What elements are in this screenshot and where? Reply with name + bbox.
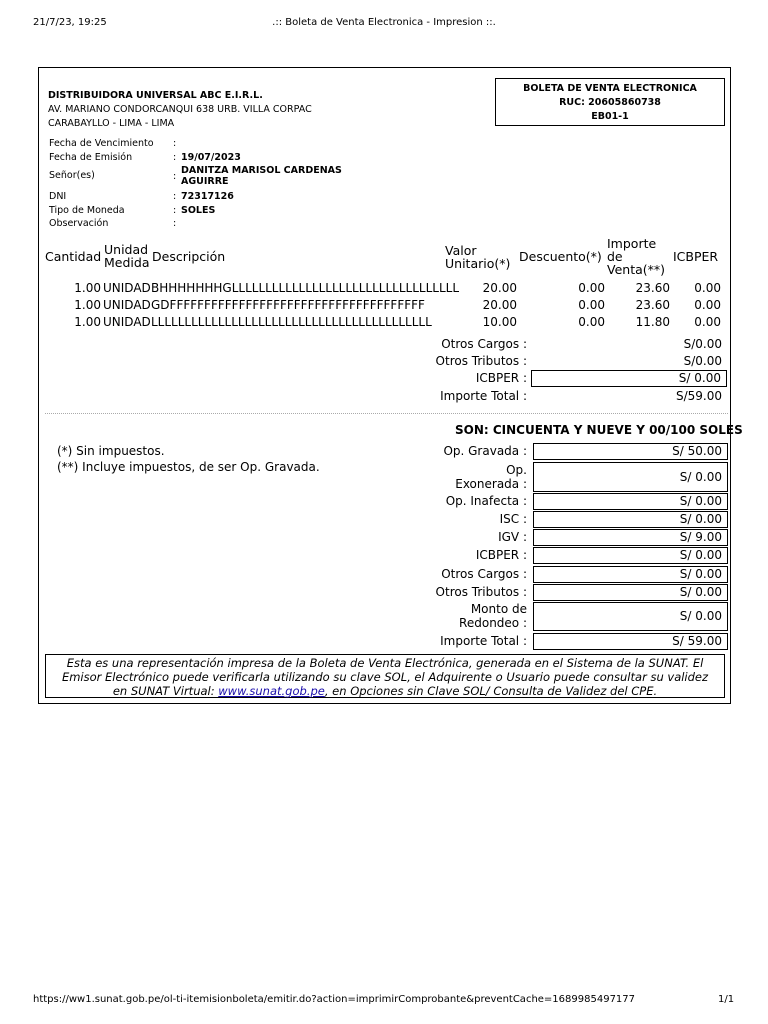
exonerada-label [455, 463, 527, 491]
header-importe-venta [607, 237, 665, 276]
emisor-address1: AV. MARIANO CONDORCANQUI 638 URB. VILLA CORPAC [48, 104, 312, 115]
colon: : [173, 205, 177, 216]
row-descripcion: BHHHHHHHGLLLLLLLLLLLLLLLLLLLLLLLLLLLLLLLLLL [151, 281, 460, 295]
summary-icbper-value: S/ 0.00 [531, 370, 727, 387]
moneda-value: SOLES [181, 205, 216, 216]
dotted-divider [45, 413, 728, 414]
colon: : [173, 218, 177, 229]
row-valor: 20.00 [482, 298, 517, 312]
legal-line2: Emisor Electrónico puede verificarla utilizando su clave SOL, el Adquirente o Usuario puede consultar su validez [61, 670, 709, 684]
row-valor: 20.00 [482, 281, 517, 295]
fecha-venc-label: Fecha de Vencimiento [49, 138, 154, 149]
senor-line2: AGUIRRE [181, 176, 229, 187]
header-valor-unitario [445, 244, 510, 270]
senor-value [181, 165, 342, 187]
redondeo-value: S/ 0.00 [533, 602, 728, 631]
print-datetime: 21/7/23, 19:25 [33, 17, 107, 28]
header-icbper: ICBPER [673, 249, 719, 264]
inafecta-value: S/ 0.00 [533, 493, 728, 510]
otros-cargos-label: Otros Cargos : [441, 567, 527, 581]
dni-label: DNI [49, 191, 67, 202]
summary-otros-cargos-value: S/0.00 [683, 337, 722, 351]
header-descuento: Descuento(*) [519, 249, 602, 264]
isc-label: ISC : [499, 512, 527, 526]
otros-cargos-value: S/ 0.00 [533, 566, 728, 583]
gravada-label: Op. Gravada : [443, 444, 527, 458]
header-importe-line3: Venta(**) [607, 262, 666, 277]
print-page-number: 1/1 [718, 994, 735, 1005]
row-importe: 23.60 [635, 298, 670, 312]
header-unidad-line2: Medida [104, 255, 150, 270]
redondeo-label-line2: Redondeo : [459, 616, 527, 630]
exonerada-label-line2: Exonerada : [455, 477, 527, 491]
header-valor-line1: Valor [445, 243, 477, 258]
colon: : [173, 191, 177, 202]
dni-value: 72317126 [181, 191, 234, 202]
fecha-emision-value: 19/07/2023 [181, 152, 241, 163]
row-unidad: UNIDAD [103, 315, 151, 329]
header-unidad [104, 243, 149, 269]
legal-notice [45, 654, 725, 698]
row-importe: 11.80 [635, 315, 670, 329]
print-title: .:: Boleta de Venta Electronica - Impresion ::. [272, 17, 496, 28]
legal-line1: Esta es una representación impresa de la Boleta de Venta Electrónica, generada en el Sistema de la SUNAT. El [66, 656, 704, 670]
header-importe-line1: Importe [607, 236, 657, 251]
row-cantidad: 1.00 [74, 298, 101, 312]
row-cantidad: 1.00 [74, 281, 101, 295]
row-descripcion: LLLLLLLLLLLLLLLLLLLLLLLLLLLLLLLLLLLLLLLLLL [151, 315, 432, 329]
otros-tributos-value: S/ 0.00 [533, 584, 728, 601]
igv-label: IGV : [498, 530, 527, 544]
ruc-number: RUC: 20605860738 [559, 97, 661, 108]
row-descripcion: GDFFFFFFFFFFFFFFFFFFFFFFFFFFFFFFFFFFFFF [151, 298, 425, 312]
importe-total-value: S/ 59.00 [533, 633, 728, 650]
row-unidad: UNIDAD [103, 298, 151, 312]
legal-line3-end: , en Opciones sin Clave SOL/ Consulta de Validez del CPE. [324, 684, 658, 698]
row-unidad: UNIDAD [103, 281, 151, 295]
observacion-label: Observación [49, 218, 109, 229]
sunat-link[interactable]: www.sunat.gob.pe [218, 684, 325, 698]
row-descuento: 0.00 [578, 298, 605, 312]
fecha-emision-label: Fecha de Emisión [49, 152, 133, 163]
moneda-label: Tipo de Moneda [49, 205, 125, 216]
colon: : [173, 152, 177, 163]
icbper-value: S/ 0.00 [533, 547, 728, 564]
summary-otros-tributos-label: Otros Tributos : [435, 354, 527, 368]
row-cantidad: 1.00 [74, 315, 101, 329]
icbper-label: ICBPER : [475, 548, 527, 562]
emisor-block [48, 89, 312, 131]
note-sin-impuestos: (*) Sin impuestos. [57, 444, 165, 458]
row-valor: 10.00 [482, 315, 517, 329]
isc-value: S/ 0.00 [533, 511, 728, 528]
redondeo-label [459, 602, 527, 630]
summary-otros-cargos-label: Otros Cargos : [441, 337, 527, 351]
exonerada-label-line1: Op. [506, 463, 527, 477]
emisor-address2: CARABAYLLO - LIMA - LIMA [48, 118, 175, 129]
document-serie: EB01-1 [591, 111, 629, 122]
importe-total-label: Importe Total : [440, 634, 527, 648]
emisor-name: DISTRIBUIDORA UNIVERSAL ABC E.I.R.L. [48, 90, 263, 101]
note-incluye-impuestos: (**) Incluye impuestos, de ser Op. Gravada. [57, 460, 320, 474]
summary-otros-tributos-value: S/0.00 [683, 354, 722, 368]
senor-line1: DANITZA MARISOL CARDENAS [181, 165, 342, 176]
boleta-document [38, 67, 743, 704]
legal-line3 [46, 684, 724, 698]
gravada-value: S/ 50.00 [533, 443, 728, 460]
header-importe-line2: de [607, 249, 623, 264]
document-type: BOLETA DE VENTA ELECTRONICA [523, 83, 697, 94]
row-icbper: 0.00 [694, 315, 721, 329]
redondeo-label-line1: Monto de [470, 602, 527, 616]
row-descuento: 0.00 [578, 315, 605, 329]
header-cantidad: Cantidad [45, 249, 102, 264]
ruc-box [495, 78, 725, 126]
header-valor-line2: Unitario(*) [445, 256, 511, 271]
colon: : [173, 138, 177, 149]
legal-line3-start: en SUNAT Virtual: [112, 684, 219, 698]
row-importe: 23.60 [635, 281, 670, 295]
header-unidad-line1: Unidad [104, 242, 149, 257]
senor-label: Señor(es) [49, 170, 95, 181]
header-descripcion: Descripción [152, 249, 226, 264]
colon: : [173, 171, 177, 182]
row-icbper: 0.00 [694, 298, 721, 312]
summary-importe-total-value: S/59.00 [675, 389, 722, 403]
print-url: https://ww1.sunat.gob.pe/ol-ti-itemisionboleta/emitir.do?action=imprimirComprobante&preventCache=1689985497177 [33, 994, 636, 1005]
exonerada-value: S/ 0.00 [533, 462, 728, 492]
summary-importe-total-label: Importe Total : [440, 389, 527, 403]
row-icbper: 0.00 [694, 281, 721, 295]
summary-icbper-label: ICBPER : [475, 371, 527, 385]
amount-in-words: SON: CINCUENTA Y NUEVE Y 00/100 SOLES [455, 423, 743, 437]
inafecta-label: Op. Inafecta : [445, 494, 527, 508]
igv-value: S/ 9.00 [533, 529, 728, 546]
row-descuento: 0.00 [578, 281, 605, 295]
otros-tributos-label: Otros Tributos : [435, 585, 527, 599]
